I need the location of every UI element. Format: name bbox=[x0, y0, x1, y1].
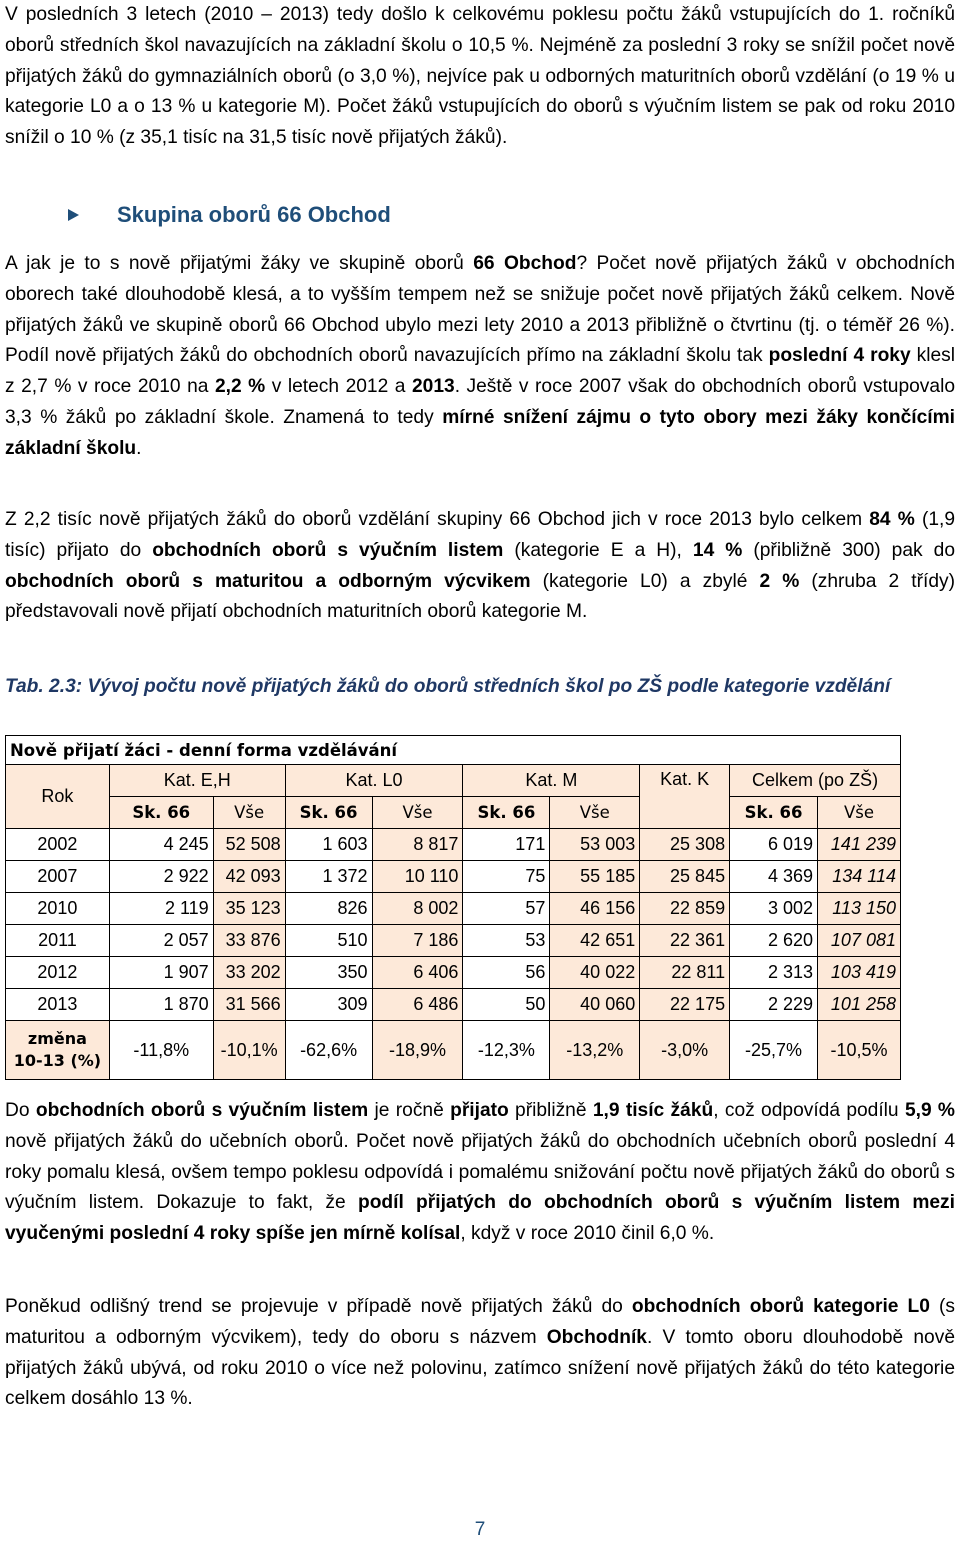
text-run: (s maturitou a odborným výcvikem), tedy do oboru s názvem bbox=[5, 1296, 955, 1348]
text-run: nově přijatých žáků do učebních oborů. Počet nově přijatých žáků do obchodních učebních oborů poslední 4 roky pomalu klesá, ovšem tempo poklesu odpovídá i pomalému snižování počtu nově přijatých žáků do oborů s výučním listem. Dokazuje to fakt, že bbox=[5, 1130, 955, 1214]
value-cell: 826 bbox=[285, 893, 372, 925]
bold-run: obchodních oborů s maturitou a odborným výcvikem bbox=[5, 570, 531, 592]
header-vse: Vše bbox=[372, 797, 463, 829]
text-run: přibližně bbox=[508, 1100, 593, 1121]
value-cell: 22 361 bbox=[640, 925, 730, 957]
value-cell: 101 258 bbox=[818, 989, 901, 1021]
value-cell: 57 bbox=[463, 893, 550, 925]
section-heading-text: Skupina oborů 66 Obchod bbox=[117, 202, 391, 227]
obchod-paragraph bbox=[5, 249, 955, 465]
year-cell: 2010 bbox=[6, 893, 110, 925]
header-vse: Vše bbox=[818, 797, 901, 829]
text-run: Z 2,2 tisíc nově přijatých žáků do oborů vzdělání skupiny 66 Obchod jich v roce 2013 bylo celkem bbox=[5, 509, 870, 530]
value-cell: 350 bbox=[285, 957, 372, 989]
table-caption: Tab. 2.3: Vývoj počtu nově přijatých žáků do oborů středních škol po ZŠ podle kategorie vzdělání bbox=[5, 676, 891, 697]
text-run: . Ještě v roce 2007 však do obchodních oborů vstupovalo 3,3 % žáků po základní škole. Znamená to tedy bbox=[5, 376, 956, 428]
header-vse: Vše bbox=[550, 797, 640, 829]
bold-run: 2 % bbox=[759, 570, 800, 592]
value-cell: 22 811 bbox=[640, 957, 730, 989]
value-cell: 6 019 bbox=[730, 829, 818, 861]
admissions-table bbox=[5, 735, 901, 1080]
l0-paragraph bbox=[5, 1292, 955, 1415]
page-number: 7 bbox=[474, 1519, 486, 1540]
table-row bbox=[6, 861, 901, 893]
change-cell: -13,2% bbox=[550, 1021, 640, 1080]
value-cell: 2 229 bbox=[730, 989, 818, 1021]
bold-run: 66 Obchod bbox=[473, 253, 577, 274]
header-vse: Vše bbox=[213, 797, 285, 829]
year-cell: 2007 bbox=[6, 861, 110, 893]
text-run: je ročně bbox=[368, 1100, 451, 1121]
value-cell: 56 bbox=[463, 957, 550, 989]
text-run: v letech 2012 a bbox=[265, 376, 412, 398]
change-cell: -12,3% bbox=[463, 1021, 550, 1080]
value-cell: 50 bbox=[463, 989, 550, 1021]
value-cell: 52 508 bbox=[213, 829, 285, 861]
text-run: (1,9 tisíc) přijato do bbox=[5, 509, 956, 561]
value-cell: 1 870 bbox=[109, 989, 213, 1021]
change-label-line2: 10-13 (%) bbox=[13, 1051, 102, 1070]
change-cell: -11,8% bbox=[109, 1021, 213, 1080]
value-cell: 2 057 bbox=[109, 925, 213, 957]
value-cell: 1 372 bbox=[285, 861, 372, 893]
change-cell: -62,6% bbox=[285, 1021, 372, 1080]
value-cell: 3 002 bbox=[730, 893, 818, 925]
value-cell: 55 185 bbox=[550, 861, 640, 893]
value-cell: 8 817 bbox=[372, 829, 463, 861]
value-cell: 4 245 bbox=[109, 829, 213, 861]
bold-run: Obchodník bbox=[546, 1326, 647, 1348]
bold-run: mírné snížení zájmu o tyto obory mezi žáky končícími základní školu bbox=[5, 406, 955, 459]
value-cell: 309 bbox=[285, 989, 372, 1021]
value-cell: 7 186 bbox=[372, 925, 463, 957]
table-title: Nově přijatí žáci - denní forma vzdělávání bbox=[6, 736, 901, 765]
year-cell: 2002 bbox=[6, 829, 110, 861]
header-sk66: Sk. 66 bbox=[285, 797, 372, 829]
header-group: Celkem (po ZŠ) bbox=[730, 765, 901, 797]
value-cell: 10 110 bbox=[372, 861, 463, 893]
value-cell: 113 150 bbox=[818, 893, 901, 925]
table-row bbox=[6, 957, 901, 989]
header-group: Kat. L0 bbox=[285, 765, 463, 797]
value-cell: 171 bbox=[463, 829, 550, 861]
table-row bbox=[6, 925, 901, 957]
value-cell: 2 119 bbox=[109, 893, 213, 925]
text-run: (kategorie E a H), bbox=[503, 539, 693, 561]
bold-run: 1,9 tisíc žáků bbox=[592, 1100, 714, 1121]
header-sk66: Sk. 66 bbox=[730, 797, 818, 829]
value-cell: 2 620 bbox=[730, 925, 818, 957]
intro-text: V posledních 3 letech (2010 – 2013) tedy došlo k celkovému poklesu počtu žáků vstupujících do 1. ročníků oborů středních škol navazujících na základní školu o 10,5 %. Nejméně za poslední 3 roky se snížil počet nově přijatých žáků do gymnaziálních oborů (o 3,0 %), nejvíce pak u odborných maturitních oborů vzdělání (o 19 % u kategorie L0 a o 13 % u kategorie M). Počet žáků vstupujících do oborů s výučním listem se pak od roku 2010 snížil o 10 % (z 35,1 tisíc na 31,5 tisíc nově přijatých žáků). bbox=[5, 4, 955, 149]
header-group: Kat. M bbox=[463, 765, 640, 797]
section-heading bbox=[68, 202, 391, 228]
bold-run: 2013 bbox=[412, 376, 455, 398]
value-cell: 42 093 bbox=[213, 861, 285, 893]
table-row bbox=[6, 989, 901, 1021]
value-cell: 22 859 bbox=[640, 893, 730, 925]
value-cell: 1 907 bbox=[109, 957, 213, 989]
value-cell: 40 060 bbox=[550, 989, 640, 1021]
value-cell: 510 bbox=[285, 925, 372, 957]
text-run: ? Počet nově přijatých žáků v obchodních oborech také dlouhodobě klesá, a to vyšším tempem než se snižuje počet nově přijatých žáků celkem. Nově přijatých žáků ve skupině oborů 66 Obchod ubylo mezi lety 2010 a 2013 přibližně o čtvrtinu (tj. o téměř 26 %). Podíl nově přijatých žáků do obchodních oborů navazujících přímo na základní školu tak bbox=[5, 253, 955, 367]
value-cell: 33 876 bbox=[213, 925, 285, 957]
value-cell: 141 239 bbox=[818, 829, 901, 861]
value-cell: 33 202 bbox=[213, 957, 285, 989]
value-cell: 53 003 bbox=[550, 829, 640, 861]
bold-run: 84 % bbox=[869, 509, 915, 530]
intro-paragraph bbox=[5, 0, 955, 154]
value-cell: 8 002 bbox=[372, 893, 463, 925]
value-cell: 6 486 bbox=[372, 989, 463, 1021]
text-run: . bbox=[136, 437, 142, 459]
value-cell: 25 308 bbox=[640, 829, 730, 861]
vyucni-paragraph bbox=[5, 1096, 955, 1250]
change-cell: -10,5% bbox=[818, 1021, 901, 1080]
header-rok: Rok bbox=[6, 765, 110, 829]
header-sk66: Sk. 66 bbox=[463, 797, 550, 829]
bold-run: obchodních oborů s výučním listem bbox=[152, 539, 504, 561]
value-cell: 42 651 bbox=[550, 925, 640, 957]
share-paragraph bbox=[5, 505, 955, 628]
value-cell: 35 123 bbox=[213, 893, 285, 925]
header-group: Kat. E,H bbox=[109, 765, 285, 797]
bold-run: 2,2 % bbox=[214, 376, 266, 398]
text-run: A jak je to s nově přijatými žáky ve skupině oborů bbox=[5, 253, 474, 274]
text-run: , což odpovídá podílu bbox=[713, 1100, 905, 1121]
header-sk66: Sk. 66 bbox=[109, 797, 213, 829]
value-cell: 134 114 bbox=[818, 861, 901, 893]
year-cell: 2012 bbox=[6, 957, 110, 989]
bold-run: 14 % bbox=[692, 539, 743, 561]
table-row bbox=[6, 893, 901, 925]
text-run: (kategorie L0) a zbylé bbox=[530, 570, 760, 592]
text-run: (zhruba 2 třídy) představovali nově přijatí obchodních maturitních oborů kategorie M. bbox=[5, 570, 955, 623]
bold-run: 5,9 % bbox=[904, 1100, 955, 1121]
change-cell: -3,0% bbox=[640, 1021, 730, 1080]
year-cell: 2013 bbox=[6, 989, 110, 1021]
value-cell: 40 022 bbox=[550, 957, 640, 989]
bold-run: obchodních oborů s výučním listem bbox=[35, 1100, 369, 1121]
value-cell: 31 566 bbox=[213, 989, 285, 1021]
value-cell: 6 406 bbox=[372, 957, 463, 989]
change-cell: -10,1% bbox=[213, 1021, 285, 1080]
text-run: . V tomto oboru dlouhodobě nově přijatých žáků ubývá, od roku 2010 o více než polovinu, zatímco snížení nově přijatých žáků do této kategorie celkem dosáhlo 13 %. bbox=[5, 1326, 955, 1410]
bold-run: obchodních oborů kategorie L0 bbox=[631, 1296, 930, 1317]
triangle-bullet-icon bbox=[68, 209, 79, 221]
text-run: (přibližně 300) pak do bbox=[742, 539, 955, 561]
bold-run: poslední 4 roky bbox=[768, 345, 911, 367]
value-cell: 107 081 bbox=[818, 925, 901, 957]
change-cell: -18,9% bbox=[372, 1021, 463, 1080]
change-label-line1: změna bbox=[27, 1029, 87, 1048]
value-cell: 53 bbox=[463, 925, 550, 957]
bold-run: přijato bbox=[450, 1100, 509, 1121]
change-cell: -25,7% bbox=[730, 1021, 818, 1080]
value-cell: 25 845 bbox=[640, 861, 730, 893]
table-row bbox=[6, 829, 901, 861]
value-cell: 2 922 bbox=[109, 861, 213, 893]
bold-run: podíl přijatých do obchodních oborů s výučním listem mezi vyučenými poslední 4 roky spíše jen mírně kolísal bbox=[5, 1192, 955, 1245]
value-cell: 22 175 bbox=[640, 989, 730, 1021]
value-cell: 103 419 bbox=[818, 957, 901, 989]
text-run: Poněkud odlišný trend se projevuje v případě nově přijatých žáků do bbox=[5, 1296, 632, 1317]
text-run: , když v roce 2010 činil 6,0 %. bbox=[460, 1223, 715, 1245]
value-cell: 4 369 bbox=[730, 861, 818, 893]
value-cell: 75 bbox=[463, 861, 550, 893]
text-run: Do bbox=[5, 1100, 36, 1121]
header-group: Kat. K bbox=[640, 765, 730, 829]
value-cell: 2 313 bbox=[730, 957, 818, 989]
text-run: klesl z 2,7 % v roce 2010 na bbox=[5, 345, 956, 398]
year-cell: 2011 bbox=[6, 925, 110, 957]
value-cell: 1 603 bbox=[285, 829, 372, 861]
value-cell: 46 156 bbox=[550, 893, 640, 925]
change-label bbox=[6, 1021, 110, 1080]
